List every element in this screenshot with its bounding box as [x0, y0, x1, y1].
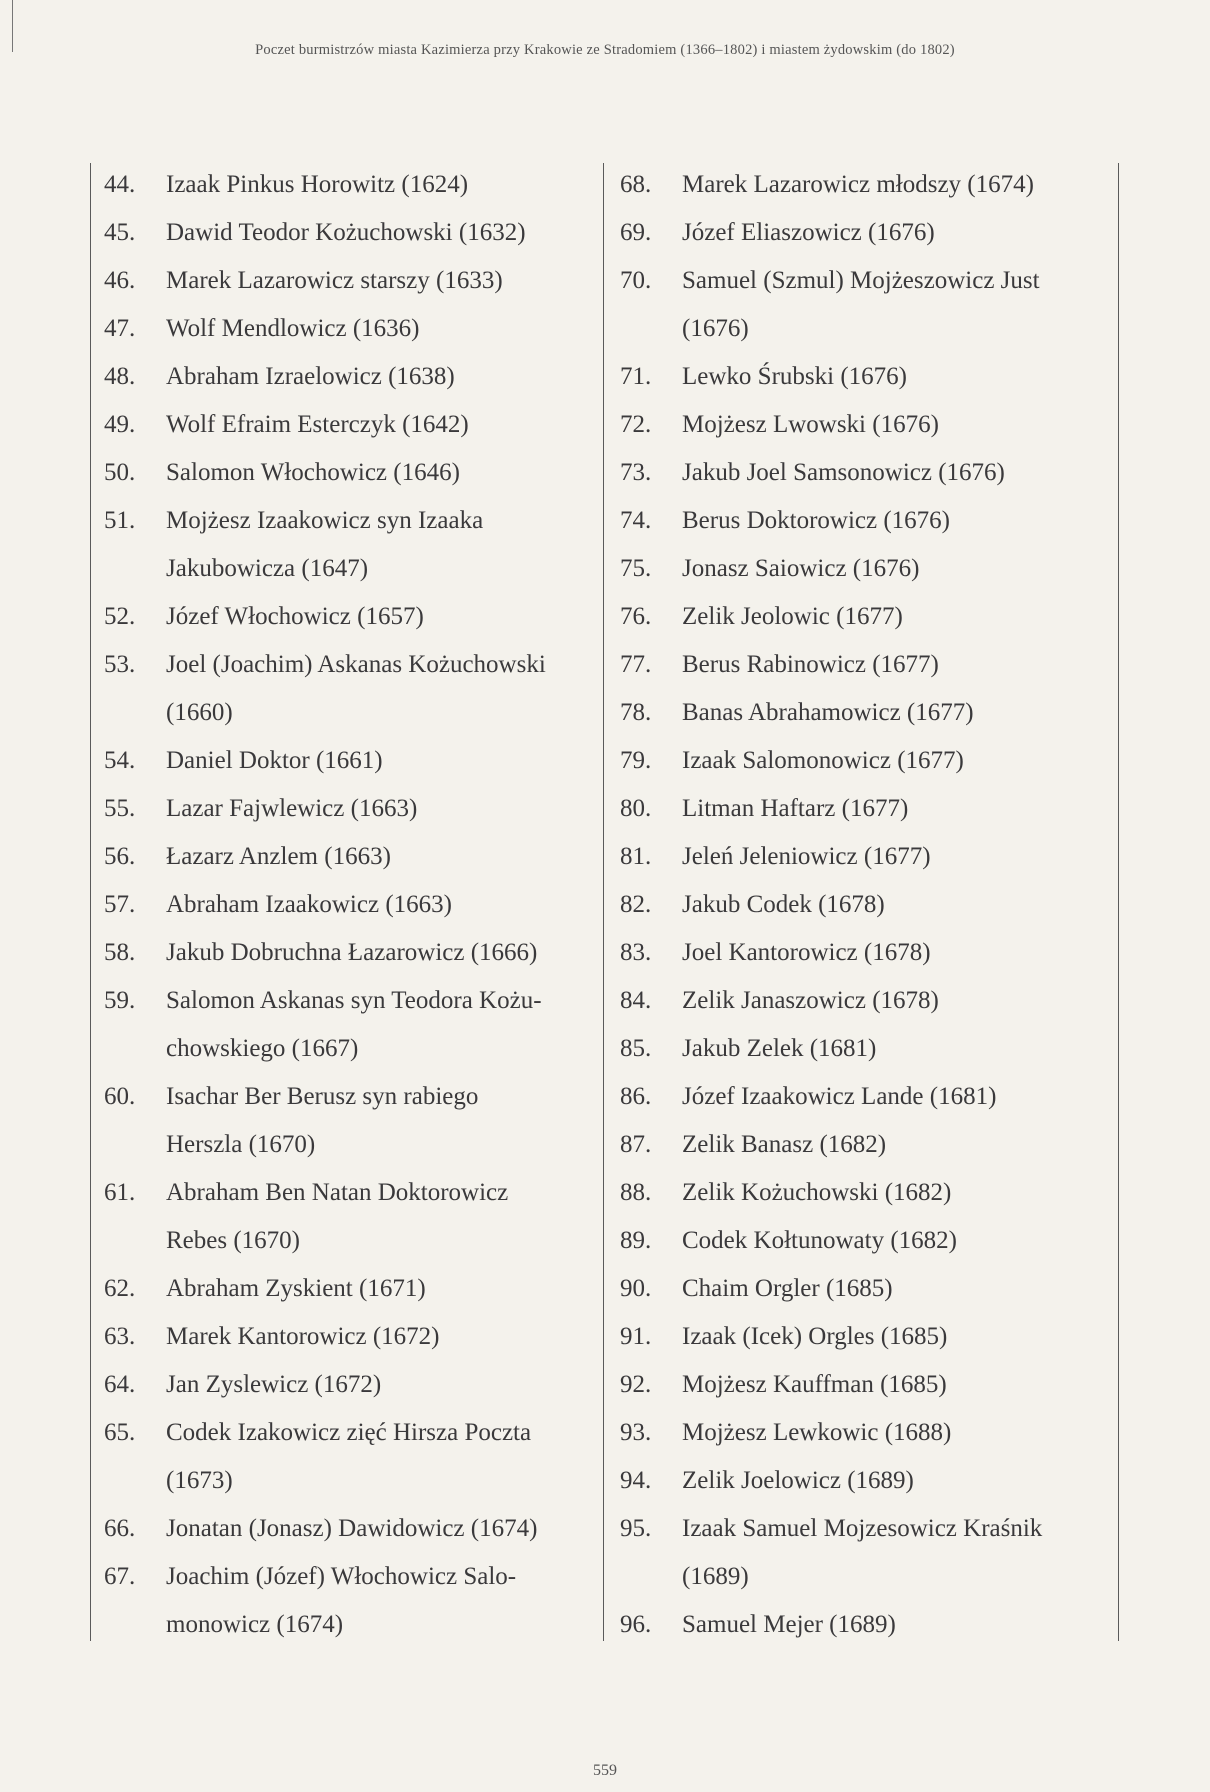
list-entry — [104, 1553, 594, 1649]
left-column-rule — [90, 163, 91, 1641]
entry-number: 84. — [620, 987, 652, 1014]
list-entry — [620, 1265, 1120, 1313]
entry-name: Izaak Samuel Mojzesowicz Kraśnik (1689) — [682, 1515, 1043, 1590]
entry-name: Józef Izaakowicz Lande (1681) — [682, 1083, 997, 1110]
entry-name: Abraham Ben Natan Doktorowicz Rebes (1670) — [166, 1179, 509, 1254]
entry-number: 89. — [620, 1227, 652, 1254]
list-entry — [104, 1169, 594, 1265]
entry-number: 77. — [620, 651, 652, 678]
entry-number: 62. — [104, 1275, 136, 1302]
entry-number: 72. — [620, 411, 652, 438]
list-entry — [620, 1073, 1120, 1121]
entry-name: Salomon Włochowicz (1646) — [166, 459, 460, 486]
mayor-list-left — [104, 161, 594, 1649]
entry-name: Jan Zyslewicz (1672) — [166, 1371, 382, 1398]
list-entry — [104, 1505, 594, 1553]
entry-number: 90. — [620, 1275, 652, 1302]
list-entry — [620, 881, 1120, 929]
entry-name: Jakub Zelek (1681) — [682, 1035, 877, 1062]
entry-number: 80. — [620, 795, 652, 822]
list-entry — [620, 1313, 1120, 1361]
entry-number: 44. — [104, 171, 136, 198]
list-entry — [620, 977, 1120, 1025]
entry-name: Marek Kantorowicz (1672) — [166, 1323, 440, 1350]
entry-name: Joel Kantorowicz (1678) — [682, 939, 931, 966]
entry-number: 59. — [104, 987, 136, 1014]
entry-name: Izaak Salomonowicz (1677) — [682, 747, 964, 774]
entry-number: 58. — [104, 939, 136, 966]
entry-number: 53. — [104, 651, 136, 678]
entry-number: 87. — [620, 1131, 652, 1158]
entry-name: Jonasz Saiowicz (1676) — [682, 555, 920, 582]
entry-name: Zelik Jeolowic (1677) — [682, 603, 903, 630]
entry-number: 70. — [620, 267, 652, 294]
entry-name: Litman Haftarz (1677) — [682, 795, 909, 822]
entry-number: 48. — [104, 363, 136, 390]
entry-number: 66. — [104, 1515, 136, 1542]
entry-name: Łazarz Anzlem (1663) — [166, 843, 391, 870]
entry-number: 68. — [620, 171, 652, 198]
entry-number: 69. — [620, 219, 652, 246]
entry-number: 65. — [104, 1419, 136, 1446]
entry-number: 95. — [620, 1515, 652, 1542]
list-entry — [104, 161, 594, 209]
entry-name: Józef Włochowicz (1657) — [166, 603, 424, 630]
list-entry — [620, 209, 1120, 257]
entry-name: Lazar Fajwlewicz (1663) — [166, 795, 418, 822]
list-entry — [620, 1169, 1120, 1217]
list-entry — [620, 353, 1120, 401]
entry-name: Daniel Doktor (1661) — [166, 747, 383, 774]
entry-number: 82. — [620, 891, 652, 918]
entry-name: Mojżesz Kauffman (1685) — [682, 1371, 947, 1398]
entry-name: Joachim (Józef) Włochowicz Salo- monowicz (1674) — [166, 1563, 517, 1638]
entry-number: 94. — [620, 1467, 652, 1494]
entry-number: 45. — [104, 219, 136, 246]
list-entry — [104, 1265, 594, 1313]
entry-name: Lewko Śrubski (1676) — [682, 363, 907, 390]
entry-number: 63. — [104, 1323, 136, 1350]
list-entry — [104, 449, 594, 497]
list-entry — [620, 1361, 1120, 1409]
entry-number: 92. — [620, 1371, 652, 1398]
list-entry — [104, 1073, 594, 1169]
entry-name: Marek Lazarowicz młodszy (1674) — [682, 171, 1034, 198]
list-entry — [620, 1025, 1120, 1073]
entry-number: 52. — [104, 603, 136, 630]
page-number: 559 — [593, 1762, 617, 1779]
list-entry — [104, 881, 594, 929]
entry-name: Chaim Orgler (1685) — [682, 1275, 893, 1302]
list-entry — [104, 593, 594, 641]
entry-name: Izaak Pinkus Horowitz (1624) — [166, 171, 469, 198]
list-entry — [104, 209, 594, 257]
list-entry — [620, 737, 1120, 785]
list-entry — [104, 353, 594, 401]
entry-number: 51. — [104, 507, 136, 534]
entry-name: Samuel (Szmul) Mojżeszowicz Just (1676) — [682, 267, 1040, 342]
list-entry — [620, 161, 1120, 209]
entry-name: Jakub Codek (1678) — [682, 891, 885, 918]
entry-number: 88. — [620, 1179, 652, 1206]
entry-number: 96. — [620, 1611, 652, 1638]
entry-number: 60. — [104, 1083, 136, 1110]
entry-name: Abraham Izaakowicz (1663) — [166, 891, 452, 918]
list-entry — [620, 257, 1120, 353]
list-entry — [620, 1457, 1120, 1505]
entry-name: Abraham Zyskient (1671) — [166, 1275, 426, 1302]
entry-number: 55. — [104, 795, 136, 822]
list-entry — [620, 689, 1120, 737]
entry-name: Jakub Dobruchna Łazarowicz (1666) — [166, 939, 538, 966]
entry-name: Joel (Joachim) Askanas Kożuchowski (1660) — [166, 651, 546, 726]
list-entry — [104, 833, 594, 881]
list-entry — [620, 545, 1120, 593]
entry-number: 79. — [620, 747, 652, 774]
list-entry — [620, 929, 1120, 977]
list-entry — [620, 641, 1120, 689]
entry-number: 86. — [620, 1083, 652, 1110]
entry-name: Mojżesz Izaakowicz syn Izaaka Jakubowicza (1647) — [166, 507, 484, 582]
list-entry — [620, 497, 1120, 545]
list-entry — [620, 785, 1120, 833]
entry-name: Banas Abrahamowicz (1677) — [682, 699, 974, 726]
list-entry — [104, 1361, 594, 1409]
entry-name: Józef Eliaszowicz (1676) — [682, 219, 935, 246]
entry-number: 47. — [104, 315, 136, 342]
entry-number: 49. — [104, 411, 136, 438]
list-entry — [104, 977, 594, 1073]
entry-name: Isachar Ber Berusz syn rabiego Herszla (1670) — [166, 1083, 479, 1158]
list-entry — [620, 1121, 1120, 1169]
entry-name: Codek Kołtunowaty (1682) — [682, 1227, 957, 1254]
entry-name: Abraham Izraelowicz (1638) — [166, 363, 455, 390]
entry-name: Jeleń Jeleniowicz (1677) — [682, 843, 931, 870]
entry-name: Wolf Efraim Esterczyk (1642) — [166, 411, 469, 438]
entry-number: 91. — [620, 1323, 652, 1350]
list-entry — [104, 785, 594, 833]
entry-name: Zelik Joelowicz (1689) — [682, 1467, 914, 1494]
entry-number: 57. — [104, 891, 136, 918]
list-entry — [104, 641, 594, 737]
mayor-list-right — [620, 161, 1120, 1649]
entry-name: Samuel Mejer (1689) — [682, 1611, 896, 1638]
entry-number: 83. — [620, 939, 652, 966]
list-entry — [104, 929, 594, 977]
entry-number: 81. — [620, 843, 652, 870]
entry-name: Dawid Teodor Kożuchowski (1632) — [166, 219, 526, 246]
entry-number: 71. — [620, 363, 652, 390]
entry-name: Zelik Banasz (1682) — [682, 1131, 887, 1158]
entry-number: 76. — [620, 603, 652, 630]
entry-name: Berus Rabinowicz (1677) — [682, 651, 939, 678]
list-entry — [620, 1505, 1120, 1601]
list-entry — [104, 1313, 594, 1361]
entry-number: 93. — [620, 1419, 652, 1446]
entry-number: 74. — [620, 507, 652, 534]
entry-number: 50. — [104, 459, 136, 486]
entry-number: 67. — [104, 1563, 136, 1590]
entry-name: Zelik Janaszowicz (1678) — [682, 987, 939, 1014]
list-entry — [104, 497, 594, 593]
list-entry — [620, 1601, 1120, 1649]
entry-name: Marek Lazarowicz starszy (1633) — [166, 267, 503, 294]
entry-name: Berus Doktorowicz (1676) — [682, 507, 950, 534]
list-entry — [620, 1409, 1120, 1457]
list-entry — [620, 833, 1120, 881]
entry-name: Salomon Askanas syn Teodora Kożu- chowskiego (1667) — [166, 987, 542, 1062]
list-entry — [620, 593, 1120, 641]
entry-number: 61. — [104, 1179, 136, 1206]
entry-number: 56. — [104, 843, 136, 870]
list-entry — [620, 1217, 1120, 1265]
list-entry — [104, 1409, 594, 1505]
entry-name: Jonatan (Jonasz) Dawidowicz (1674) — [166, 1515, 538, 1542]
entry-name: Mojżesz Lewkowic (1688) — [682, 1419, 952, 1446]
list-entry — [104, 737, 594, 785]
entry-name: Izaak (Icek) Orgles (1685) — [682, 1323, 948, 1350]
list-entry — [620, 401, 1120, 449]
entry-name: Wolf Mendlowicz (1636) — [166, 315, 420, 342]
list-entry — [104, 401, 594, 449]
center-column-rule — [603, 163, 604, 1641]
list-entry — [104, 305, 594, 353]
entry-name: Jakub Joel Samsonowicz (1676) — [682, 459, 1005, 486]
entry-number: 85. — [620, 1035, 652, 1062]
entry-number: 75. — [620, 555, 652, 582]
running-header: Poczet burmistrzów miasta Kazimierza przy Krakowie ze Stradomiem (1366–1802) i miastem żydowskim (do 1802) — [255, 42, 955, 58]
entry-number: 64. — [104, 1371, 136, 1398]
entry-number: 46. — [104, 267, 136, 294]
entry-name: Mojżesz Lwowski (1676) — [682, 411, 939, 438]
entry-number: 78. — [620, 699, 652, 726]
entry-number: 54. — [104, 747, 136, 774]
list-entry — [620, 449, 1120, 497]
entry-name: Zelik Kożuchowski (1682) — [682, 1179, 952, 1206]
entry-number: 73. — [620, 459, 652, 486]
entry-name: Codek Izakowicz zięć Hirsza Poczta (1673) — [166, 1419, 532, 1494]
list-entry — [104, 257, 594, 305]
